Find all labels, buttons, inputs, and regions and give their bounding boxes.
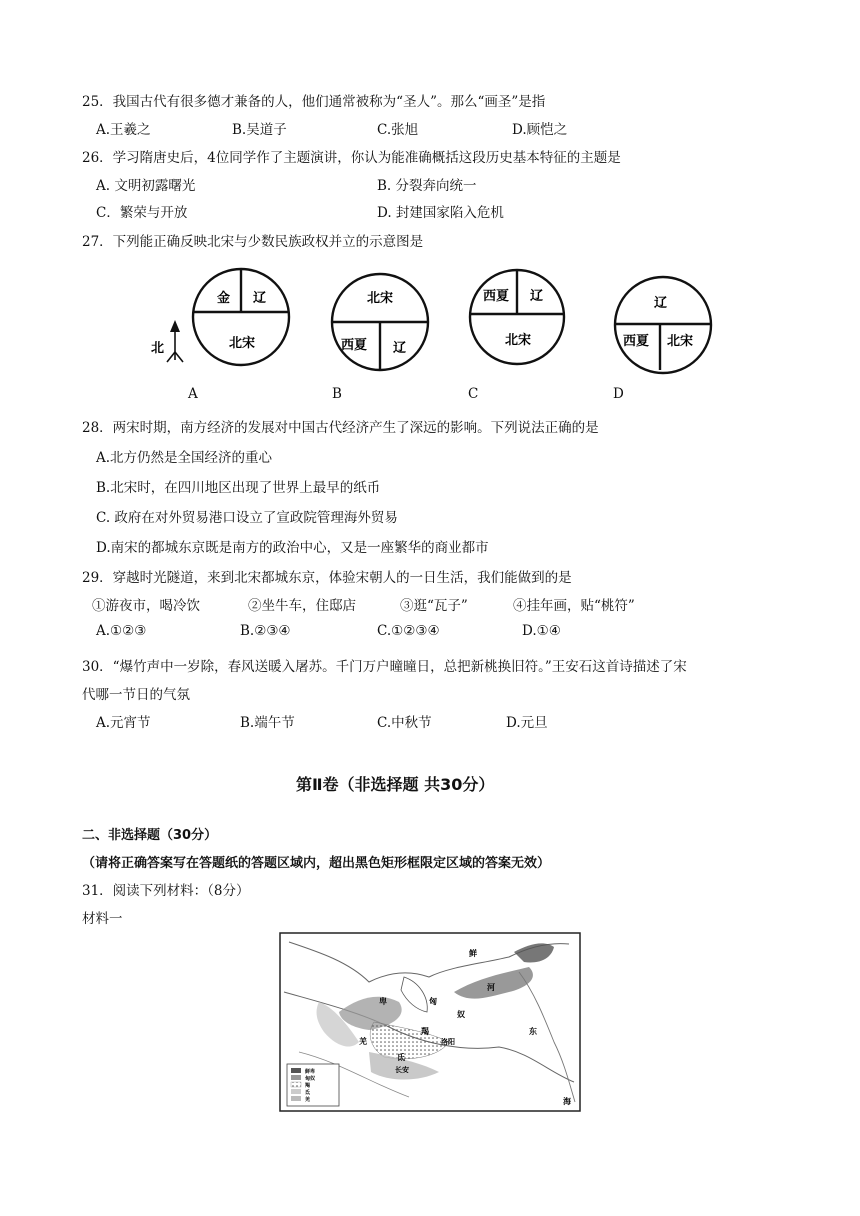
svg-text:氐: 氐 xyxy=(397,1053,405,1062)
diagram-a xyxy=(193,269,289,365)
q29-option-a: A.①②③ xyxy=(96,623,147,639)
q30-option-c: C.中秋节 xyxy=(377,715,432,731)
diagram-c-letter: C xyxy=(468,386,479,402)
q28-stem: 28．两宋时期，南方经济的发展对中国古代经济产生了深远的影响。下列说法正确的是 xyxy=(82,420,599,436)
q29-option-c: C.①②③④ xyxy=(377,623,440,639)
q25-option-a: A.王羲之 xyxy=(96,122,151,138)
svg-text:河: 河 xyxy=(487,983,495,992)
svg-text:鲜: 鲜 xyxy=(469,949,477,958)
svg-text:洛阳: 洛阳 xyxy=(441,1038,455,1046)
north-arrow-icon xyxy=(167,320,183,362)
svg-text:东: 东 xyxy=(529,1027,537,1036)
q27-stem: 27．下列能正确反映北宋与少数民族政权并立的示意图是 xyxy=(82,234,424,250)
q30-option-d: D.元旦 xyxy=(506,715,548,731)
q29-item-3: ③逛“瓦子” xyxy=(400,598,468,614)
north-label: 北 xyxy=(151,341,165,356)
q26-option-b: B. 分裂奔向统一 xyxy=(377,178,477,194)
q30-option-a: A.元宵节 xyxy=(96,715,151,731)
q26-option-d: D. 封建国家陷入危机 xyxy=(377,205,504,221)
q30-stem-line1: 30．“爆竹声中一岁除，春风送暖入屠苏。千门万户曈曈日，总把新桃换旧符。”王安石这首诗描述了宋 xyxy=(82,659,687,675)
q29-item-2: ②坐牛车，住邸店 xyxy=(248,598,356,614)
diagram-c xyxy=(470,270,564,364)
svg-text:匈奴: 匈奴 xyxy=(305,1076,316,1082)
material1-label: 材料一 xyxy=(82,911,123,927)
answer-notice: （请将正确答案写在答题纸的答题区域内，超出黑色矩形框限定区域的答案无效） xyxy=(82,856,551,871)
diagram-d-region-2: 西夏 xyxy=(623,334,650,349)
diagram-c-region-1: 西夏 xyxy=(483,289,510,304)
q25-stem: 25．我国古代有很多德才兼备的人，他们通常被称为“圣人”。那么“画圣”是指 xyxy=(82,94,546,110)
diagram-d-letter: D xyxy=(613,386,624,402)
q25-option-c: C.张旭 xyxy=(377,122,419,138)
diagram-c-region-2: 辽 xyxy=(530,289,544,304)
diagram-a-region-2: 辽 xyxy=(253,291,267,306)
q26-option-a: A. 文明初露曙光 xyxy=(96,178,196,194)
diagram-d-region-3: 北宋 xyxy=(667,334,694,349)
q29-item-4: ④挂年画，贴“桃符” xyxy=(513,598,635,614)
section2-heading: 二、非选择题（30分） xyxy=(82,828,218,843)
q27-diagrams xyxy=(145,262,725,402)
svg-text:海: 海 xyxy=(563,1097,571,1106)
q30-stem-line2: 代哪一节日的气氛 xyxy=(82,687,190,703)
svg-text:匈: 匈 xyxy=(429,997,437,1006)
q28-option-d: D.南宋的都城东京既是南方的政治中心，又是一座繁华的商业都市 xyxy=(96,540,489,556)
q29-option-b: B.②③④ xyxy=(240,623,291,639)
svg-text:羯: 羯 xyxy=(421,1027,429,1036)
svg-text:羌: 羌 xyxy=(359,1037,367,1046)
q25-option-b: B.吴道子 xyxy=(232,122,287,138)
q28-option-c: C. 政府在对外贸易港口设立了宣政院管理海外贸易 xyxy=(96,510,398,526)
map-legend xyxy=(287,1064,339,1106)
q31-stem: 31．阅读下列材料：（8分） xyxy=(82,883,250,899)
svg-text:长安: 长安 xyxy=(395,1066,409,1074)
historical-map xyxy=(279,932,581,1112)
svg-text:羌: 羌 xyxy=(305,1097,311,1103)
svg-text:鲜卑: 鲜卑 xyxy=(305,1069,316,1075)
diagram-d-region-1: 辽 xyxy=(654,296,668,311)
q28-option-a: A.北方仍然是全国经济的重心 xyxy=(96,450,273,466)
svg-text:氐: 氐 xyxy=(305,1090,311,1096)
diagram-b xyxy=(332,274,428,370)
svg-text:羯: 羯 xyxy=(305,1083,311,1089)
svg-text:卑: 卑 xyxy=(379,997,387,1006)
q29-item-1: ①游夜市，喝冷饮 xyxy=(92,598,200,614)
q29-option-d: D.①④ xyxy=(522,623,561,639)
q29-stem: 29．穿越时光隧道，来到北宋都城东京，体验宋朝人的一日生活，我们能做到的是 xyxy=(82,570,572,586)
section2-title: 第Ⅱ卷（非选择题 共30分） xyxy=(296,775,495,794)
diagram-c-region-3: 北宋 xyxy=(505,333,532,348)
q26-option-c: C．繁荣与开放 xyxy=(96,205,188,221)
q25-option-d: D.顾恺之 xyxy=(512,122,568,138)
svg-text:奴: 奴 xyxy=(457,1010,465,1019)
q28-option-b: B.北宋时，在四川地区出现了世界上最早的纸币 xyxy=(96,480,381,496)
q30-option-b: B.端午节 xyxy=(240,715,295,731)
diagram-b-region-3: 辽 xyxy=(393,341,407,356)
diagram-b-region-1: 北宋 xyxy=(367,291,394,306)
diagram-a-region-1: 金 xyxy=(217,291,231,306)
diagram-a-region-3: 北宋 xyxy=(229,336,256,351)
diagram-b-letter: B xyxy=(332,386,342,402)
diagram-d xyxy=(615,277,711,373)
q26-stem: 26．学习隋唐史后，4位同学作了主题演讲，你认为能准确概括这段历史基本特征的主题是 xyxy=(82,150,621,166)
diagram-b-region-2: 西夏 xyxy=(341,338,368,353)
diagram-a-letter: A xyxy=(188,386,198,402)
